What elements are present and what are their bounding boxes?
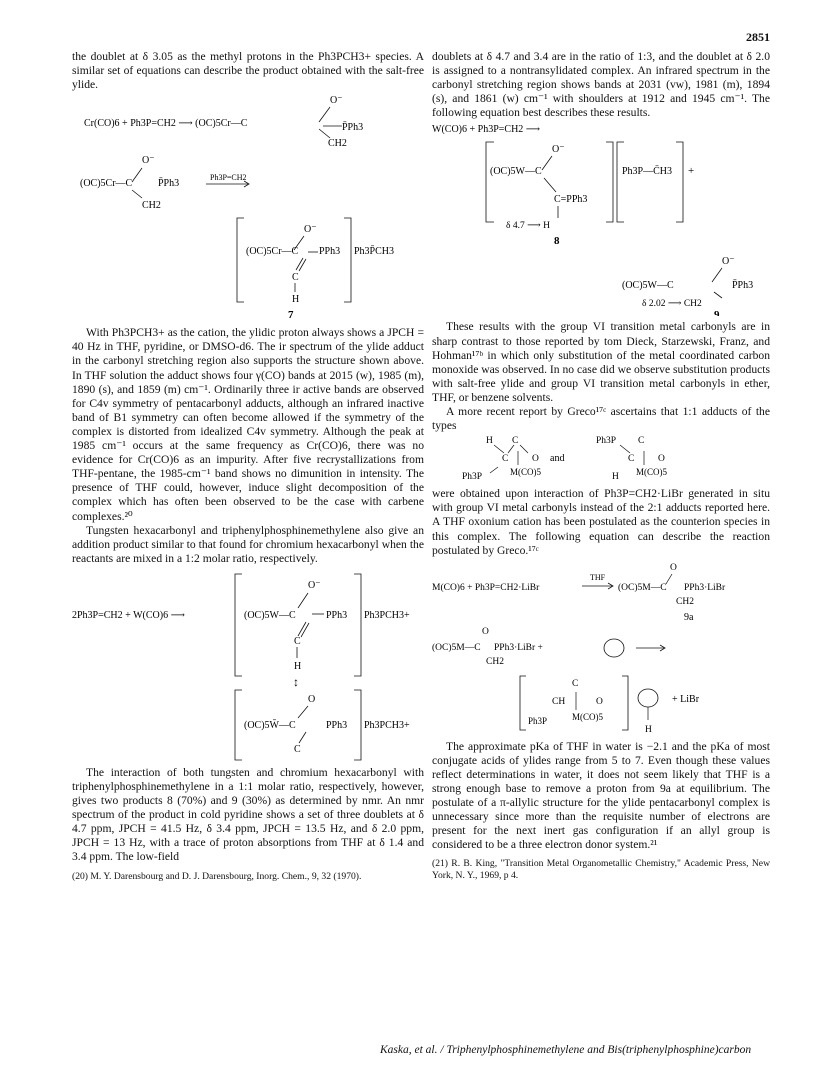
paragraph: The approximate pKa of THF in water is −2.1 and the pKa of most conjugate acids of ylides range from 5 to 7. Even though these values reflect determinations in water, it does not seem likely that THF is a strong enough base to remove a proton from 9a at equilibrium. The postulate of a π-allylic structure for the ylide pentacarbonyl complex is unnecessary since more than the requisite number of electrons are present for the next inert gas configuration if an allyl group is considered to be a three electron donor system.²¹ [432, 739, 770, 852]
thf-ring [638, 689, 658, 707]
thf-ring [604, 639, 624, 657]
reaction-text: 2Ph3P=CH2 + W(CO)6 ⟶ [72, 609, 185, 621]
reaction-text: W(CO)6 + Ph3P=CH2 ⟶ [432, 124, 541, 136]
ch2-label: CH2 [486, 656, 504, 667]
hydrogen-label: H [292, 294, 300, 306]
cation-label: Ph3P—C̄H3 [622, 166, 673, 178]
paragraph: The interaction of both tungsten and chromium hexacarbonyl with triphenylphosphinemethylene in a 1:1 molar ratio, respectively, however, gives two products 8 (70%) and 9 (30%) as determined by nmr. An nmr spectrum of the product in cold pyridine shows a set of three doublets at δ 4.7 ppm, JPCH = 41.5 Hz, δ 3.4 ppm, JPCH = 13.5 Hz, and δ 2.0 ppm, JPCH = 13 Hz, with a trace of proton absorptions from THF at δ 1.4 and 3.4 ppm. The low-field [72, 765, 424, 864]
counterion-label: Ph3PCH3+ [364, 719, 410, 731]
carbon-label: C [572, 678, 579, 689]
complex-label: (OC)5W—C [244, 609, 296, 621]
carbon-label: C [292, 272, 299, 284]
carbon-label: C [294, 743, 301, 755]
ch-label: CH [552, 696, 566, 707]
equation-1 [72, 92, 424, 152]
ph3p-label: Ph3P [596, 436, 617, 447]
chemical-shift-label: δ 4.7 ⟶ H [506, 221, 550, 232]
hydrogen-label: H [486, 436, 493, 447]
o-label: O [670, 562, 677, 573]
o-label: O [596, 696, 603, 707]
o-minus-label: O⁻ [722, 256, 735, 268]
ch2-label: CH2 [676, 596, 694, 607]
complex-label: (OC)5W—C [622, 280, 674, 292]
left-column [72, 50, 424, 882]
page-number: 2851 [746, 30, 770, 44]
carbon-label: C [502, 454, 509, 465]
pph3-label: PPh3 [326, 609, 348, 621]
oxygen-label: O [658, 454, 665, 465]
plus-sign: + [688, 165, 695, 178]
reaction-text: Cr(CO)6 + Ph3P=CH2 ⟶ (OC)5Cr—C [84, 118, 248, 130]
o-minus-label: O⁻ [304, 224, 317, 236]
resonance-arrow: ↕ [293, 674, 299, 689]
paragraph: the doublet at δ 3.05 as the methyl protons in the Ph3PCH3+ species. A similar set of equations can describe the product obtained with the salt-free ylide. [72, 50, 424, 92]
compound-number: 7 [288, 309, 294, 322]
ph3p-label: Ph3P [528, 715, 548, 726]
o-minus-label: O⁻ [330, 95, 343, 107]
ch2-label: CH2 [328, 138, 347, 149]
carbon-label: C [628, 454, 635, 465]
complex-label: (OC)5Cr—C [80, 178, 133, 190]
and-label: and [550, 453, 565, 465]
metal-carbonyl-label: M(CO)5 [636, 467, 667, 478]
phosphonium-label: PPh3·LiBr + [494, 642, 543, 653]
pph3-label: PPh3 [326, 719, 348, 731]
equation-2 [72, 152, 424, 326]
hydrogen-label: H [645, 724, 652, 735]
reagent-label: Ph3P=CH2 [210, 173, 247, 183]
o-label: O [482, 626, 489, 637]
right-column [432, 50, 770, 882]
paragraph: With Ph3PCH3+ as the cation, the ylidic proton always shows a JPCH = 40 Hz in THF, pyridine, or DMSO-d6. The ir spectrum of the ylide adduct in the carbonyl stretching region also supports the structure shown above. In THF solution the adduct shows four γ(CO) bands at 2015 (w), 1985 (m), 1890 (s), and 1859 (m) cm⁻¹. Ordinarily three ir active bands are observed for C4v symmetry of pentacarbonyl adducts, although an infrared inactive band of B1 symmetry can often become allowed if the symmetry of the complex is distorted from idealized C4v symmetry. Although the peak at 1985 cm⁻¹ occurs at the same frequency as Cr(CO)6, there was no evidence for Cr(CO)6 as an impurity. After five recrystallizations from THF-pentane, the 1985-cm⁻¹ band shows no dimunition in intensity. The presence of THF could, however, induce slight decomposition of the complex which has often been observed to be the case with carbene complexes.²⁰ [72, 326, 424, 523]
phosphonium-label: PPh3·LiBr [684, 582, 726, 593]
oxygen-label: O [532, 454, 539, 465]
paragraph: A more recent report by Greco¹⁷ᶜ ascertains that 1:1 adducts of the types [432, 405, 770, 433]
complex-label: (OC)5M—C [618, 582, 667, 593]
o-minus-label: O⁻ [308, 579, 321, 591]
pph3-label: P̄Ph3 [342, 122, 364, 134]
complex-label: (OC)5W—C [490, 166, 542, 178]
complex-label: (OC)5M—C [432, 642, 481, 653]
metal-carbonyl-label: M(CO)5 [510, 467, 541, 478]
paragraph: were obtained upon interaction of Ph3P=CH2·LiBr generated in situ with group VI metal carbonyls instead of the 2:1 adducts reported here. A THF oxonium cation has been postulated as the counterion species in this complex. The following equation can describe the reaction postulated by Greco.¹⁷ᶜ [432, 487, 770, 557]
pph3-label: P̄Ph3 [732, 280, 754, 292]
footnote: (21) R. B. King, "Transition Metal Organometallic Chemistry," Academic Press, New York, N. Y., 1969, p 4. [432, 858, 770, 882]
carbon-label: C [512, 436, 519, 447]
paragraph: doublets at δ 4.7 and 3.4 are in the ratio of 1:3, and the doublet at δ 2.0 is assigned to a nontransylidated complex. An infrared spectrum in the carbonyl stretching region shows bands at 2031 (vw), 1981 (m), 1894 (s), and 1861 (w) cm⁻¹ with shoulders at 1912 and 1945 cm⁻¹. The following equation best describes these results. [432, 50, 770, 120]
carbon-label: C [294, 635, 301, 647]
chemical-shift-label: δ 2.02 ⟶ CH2 [642, 299, 702, 310]
o-minus-label: O⁻ [552, 144, 565, 156]
running-footer: Kaska, et al. / Triphenylphosphinemethylene and Bis(triphenylphosphine)carbon [380, 1044, 752, 1056]
ch2-label: CH2 [142, 200, 161, 212]
metal-carbonyl-label: M(CO)5 [572, 711, 603, 722]
carbon-label: C [638, 436, 645, 447]
thf-label: THF [590, 572, 606, 582]
ph3p-label: Ph3P [462, 472, 483, 483]
reaction-text: M(CO)6 + Ph3P=CH2·LiBr [432, 582, 540, 593]
o-minus-label: O⁻ [142, 155, 155, 167]
equation-3 [72, 566, 424, 766]
equation-6 [432, 558, 770, 740]
compound-number: 9a [684, 611, 694, 623]
libr-label: + LiBr [672, 693, 700, 705]
oxygen-label: O [308, 693, 316, 705]
compound-number: 8 [554, 235, 560, 248]
compound-number: 9 [714, 309, 720, 317]
pph3-label: PPh3 [319, 246, 341, 258]
footnote: (20) M. Y. Darensbourg and D. J. Darensbourg, Inorg. Chem., 9, 32 (1970). [72, 870, 362, 882]
equation-4 [432, 120, 770, 320]
counterion-label: Ph3PCH3+ [364, 609, 410, 621]
paragraph: These results with the group VI transition metal carbonyls are in sharp contrast to those reported by tom Dieck, Starzewski, Franz, and Hohman¹⁷ᵇ in which only substitution of the metal coordinated carbon monoxide was observed. In no case did we observe substitution products with salt-free ylide and group VI transition metal carbonyls in ether, THF, or benzene solvents. [432, 320, 770, 404]
hydrogen-label: H [294, 660, 302, 672]
complex-label: (OC)5W̄—C [244, 719, 296, 731]
paragraph: Tungsten hexacarbonyl and triphenylphosphinemethylene also give an addition product similar to that found for chromium hexacarbonyl when the reactants are mixed in a 1:2 molar ratio, respectively. [72, 523, 424, 565]
counterion-label: Ph3P̄CH3 [354, 246, 395, 258]
equation-5 [432, 433, 770, 487]
pph3-label: P̄Ph3 [158, 178, 180, 190]
ylide-label: C=PPh3 [554, 194, 588, 206]
complex-label: (OC)5Cr—C [246, 246, 299, 258]
hydrogen-label: H [612, 472, 619, 483]
